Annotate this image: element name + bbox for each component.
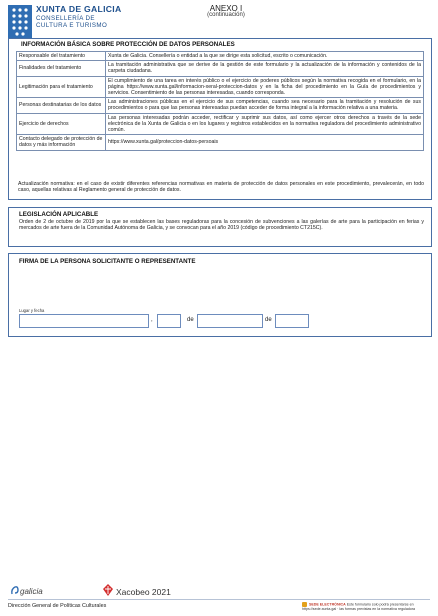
row-value: Xunta de Galicia. Consellería o entidad a la que se dirige esta solicitud, escrito o comunicación. xyxy=(106,52,424,61)
xunta-shield-logo xyxy=(8,5,32,41)
row-label: Responsable del tratamiento xyxy=(17,52,106,61)
data-protection-table xyxy=(16,51,424,151)
sede-text: Este formulario solo podrá presentarse en https://sede.xunta.gal · las formas previstas en la normativa reguladora xyxy=(302,602,416,611)
row-label: Finalidades del tratamiento xyxy=(17,61,106,76)
de-separator-2: de xyxy=(265,317,272,323)
legislation-text: Orden de 2 de octubre de 2019 por la que se establecen las bases reguladoras para la concesión de subvenciones a las galerías de arte para la participación en ferias y mercados de arte fuera de la Comunidad Autónoma de Galicia, y se convocan para el año 2019 (código de procedimiento CT215C). xyxy=(19,219,424,232)
row-value: Las administraciones públicas en el ejercicio de sus competencias, cuando sea necesario para la tramitación y resolución de sus procedimientos o para que las personas interesadas puedan acceder de forma integral a la información relativa a una materia. xyxy=(106,98,424,113)
row-label: Legitimación para el tratamiento xyxy=(17,76,106,98)
galicia-swirl-icon xyxy=(10,584,20,596)
org-name: XUNTA DE GALICIA xyxy=(36,4,122,14)
row-label: Personas destinatarias de los datos xyxy=(17,98,106,113)
xacobeo-brand-logo: Xacobeo 2021 xyxy=(116,587,171,597)
de-separator-1: de xyxy=(187,317,194,323)
legislation-panel xyxy=(8,207,432,247)
table-row xyxy=(17,76,424,98)
table-row xyxy=(17,98,424,113)
row-value: El cumplimiento de una tarea en interés público o el ejercicio de poderes públicos según la normativa recogida en el formulario, en la página https://www.xunta.gal/informacion-xeral-proteccion-datos y en la ficha del procedimiento en la Guía de procedimientos y servicios. Consentimiento de las personas interesadas, cuando corresponda. xyxy=(106,76,424,98)
table-row xyxy=(17,52,424,61)
data-protection-title: INFORMACIÓN BÁSICA SOBRE PROTECCIÓN DE DATOS PERSONALES xyxy=(21,41,235,48)
footer-department: Dirección General de Políticas Culturales xyxy=(8,603,107,609)
annex-subtitle: (continuación) xyxy=(207,12,245,18)
org-department xyxy=(36,15,107,29)
org-dept-line2: CULTURA E TURISMO xyxy=(36,22,108,30)
row-value: https://www.xunta.gal/proteccion-datos-persoais xyxy=(106,135,424,150)
data-protection-panel xyxy=(8,38,432,200)
table-row xyxy=(17,61,424,76)
org-dept-line1: CONSELLERÍA DE xyxy=(36,15,95,22)
table-row xyxy=(17,113,424,135)
comma-separator: , xyxy=(151,317,153,323)
signature-panel xyxy=(8,253,432,337)
signature-title: FIRMA DE LA PERSONA SOLICITANTE O REPRESENTANTE xyxy=(19,258,196,265)
row-value: Las personas interesadas podrán acceder, rectificar y suprimir sus datos, así como ejercer otros derechos a través de la sede electrónica de la Xunta de Galicia o en los lugares y registros establecidos en la normativa reguladora del procedimiento administrativo común. xyxy=(106,113,424,135)
year-input[interactable] xyxy=(275,314,309,328)
sede-electronica-notice xyxy=(302,602,430,611)
month-input[interactable] xyxy=(197,314,263,328)
galicia-brand-logo: galicia xyxy=(20,587,43,596)
row-label: Ejercicio de derechos xyxy=(17,113,106,135)
row-label: Contacto delegado de protección de datos y más información xyxy=(17,135,106,150)
annex-title: ANEXO I xyxy=(209,4,243,13)
normative-update-note: Actualización normativa: en el caso de existir diferentes referencias normativas en materia de protección de datos personales en este procedimiento, prevalecerán, en todo caso, aquellas relativas al Reglamento general de protección de datos. xyxy=(18,181,424,194)
xacobeo-shell-icon xyxy=(102,583,114,597)
footer-divider xyxy=(8,599,430,600)
row-value: La tramitación administrativa que se derive de la gestión de este formulario y la actualización de la información y contenidos de la carpeta ciudadana. xyxy=(106,61,424,76)
legislation-title: LEGISLACIÓN APLICABLE xyxy=(19,211,99,218)
place-input[interactable] xyxy=(19,314,149,328)
day-input[interactable] xyxy=(157,314,181,328)
sede-label: SEDE ELECTRÓNICA xyxy=(309,602,346,607)
table-row xyxy=(17,135,424,150)
place-date-label: Lugar y fecha xyxy=(19,308,45,313)
